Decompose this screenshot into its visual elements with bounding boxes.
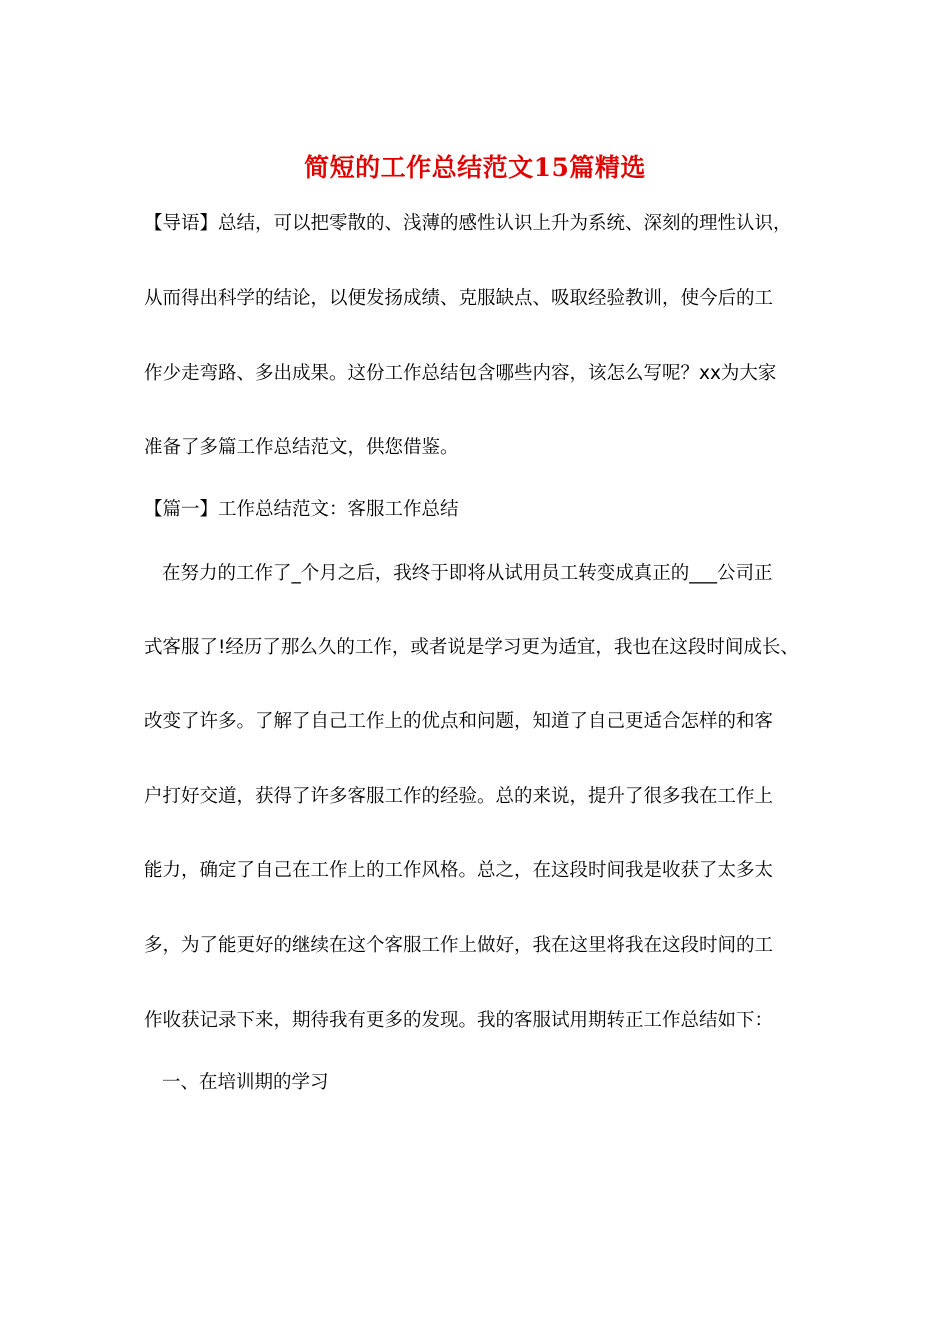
document-title: 简短的工作总结范文15篇精选 <box>304 153 646 182</box>
section-heading: 【篇一】工作总结范文：客服工作总结 <box>144 499 459 520</box>
body-line-3: 改变了许多。了解了自己工作上的优点和问题，知道了自己更适合怎样的和客 <box>144 711 774 732</box>
body-line-4: 户打好交道，获得了许多客服工作的经验。总的来说，提升了很多我在工作上 <box>144 786 774 807</box>
intro-line-4: 准备了多篇工作总结范文，供您借鉴。 <box>144 437 459 458</box>
intro-line-3: 作少走弯路、多出成果。这份工作总结包含哪些内容，该怎么写呢？xx为大家 <box>144 363 777 384</box>
body-line-5: 能力，确定了自己在工作上的工作风格。总之，在这段时间我是收获了太多太 <box>144 860 774 881</box>
body-line-2: 式客服了!经历了那么久的工作，或者说是学习更为适宜，我也在这段时间成长、 <box>144 637 799 658</box>
intro-line-1: 【导语】总结，可以把零散的、浅薄的感性认识上升为系统、深刻的理性认识， <box>144 213 792 234</box>
body-line-6: 多，为了能更好的继续在这个客服工作上做好，我在这里将我在这段时间的工 <box>144 935 774 956</box>
body-line-1: 在努力的工作了_个月之后，我终于即将从试用员工转变成真正的___公司正 <box>162 563 773 584</box>
subsection-heading: 一、在培训期的学习 <box>162 1072 329 1093</box>
body-line-7: 作收获记录下来，期待我有更多的发现。我的客服试用期转正工作总结如下： <box>144 1010 774 1031</box>
intro-line-2: 从而得出科学的结论，以便发扬成绩、克服缺点、吸取经验教训，使今后的工 <box>144 288 774 309</box>
